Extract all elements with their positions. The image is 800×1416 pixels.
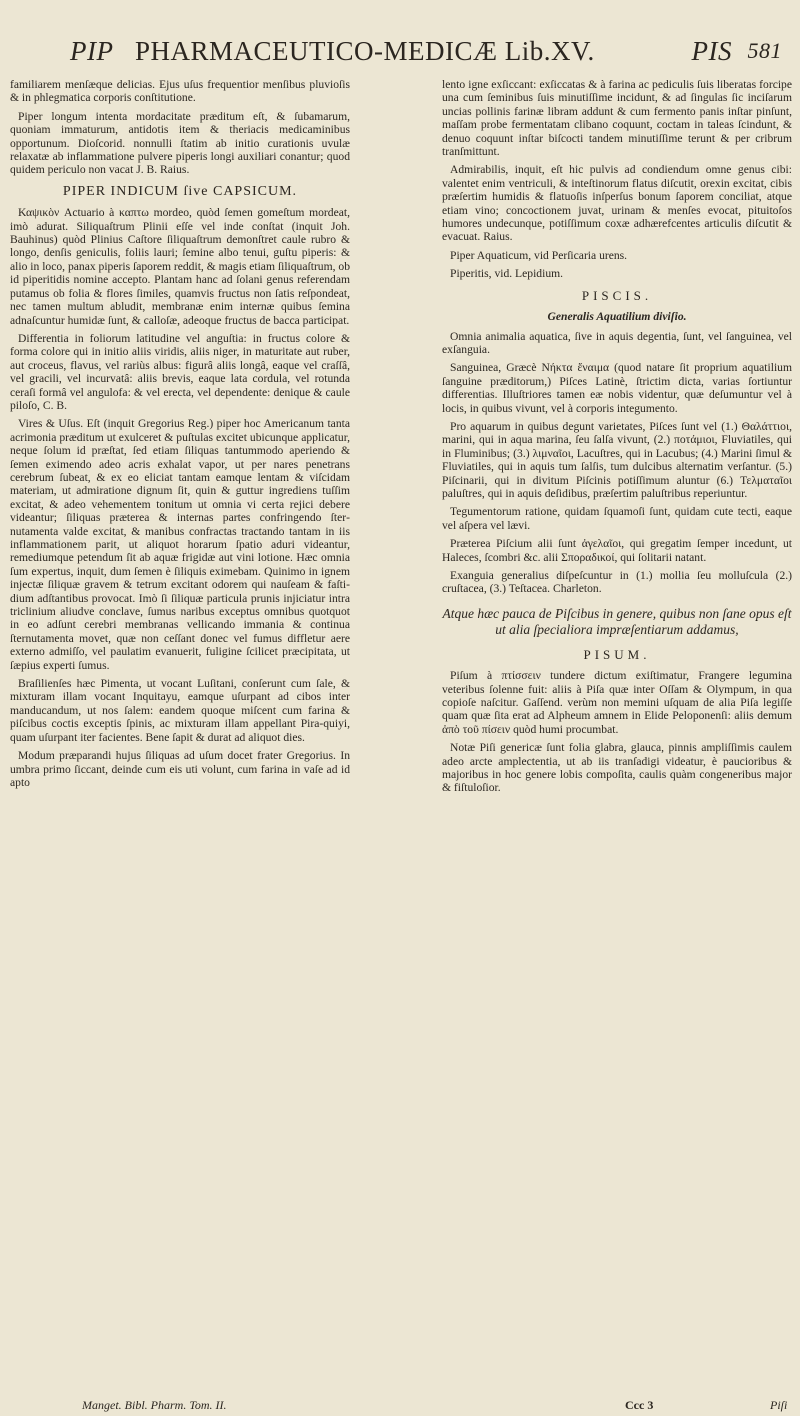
paragraph: Καψικὸν Actuario à καπτω mordeo, quòd ſemen gomeſtum mordeat, imò adurat. Siliquaſtrum Plinii eſſe vel inde conſtat (inquit Joh. Bauhinus) quòd Plinius Caſtore ſiliquaſtrum demonſtret caule rubro & longo, denſis geniculis, foliis lauri; ſemine albo tenui, guſtu piperis: & alio in loco, panax piperis ſaporem reddit, & magis etiam ſiliquaſtrum, ob id piperitidis nomine accepto. Plantam hanc ad ſolani genus referendam putamus ob folia & flores ſimiles, quamvis fructus non ſatis reſpondeat, nec tamen multum abludit, membranæ enim internæ quibus ſemina adnaſcuntur humidæ ſunt, & calloſæ, adeoque fructus de bacca participat. [10,206,351,327]
section-heading-piscis: PISCIS. [581,287,653,303]
cross-reference: Piperitis, vid. Lepidium. [450,267,564,281]
paragraph: Braſilienſes hæc Pimenta, ut vocant Luſitani, conſerunt cum ſale, & mixturam illam vocant Inquitayu, eamque uſurpant ad cibos inter manducandum, ut nos ſalem: eandem quoque miſcent cum farina & piſcibus coctis exceptis ſpinis, ac mixturam illam appellant Pira-quiyi, quam uſurpant iter facientes. Bene ſapit & durat ad aliquot dies. [10,677,350,744]
section-heading-pisum: PISUM. [583,646,651,662]
paragraph: lento igne exſiccant: exſiccatas & à farina ac pediculis ſuis liberatas forcipe una cum ſeminibus ſuis minutiſſime incidunt, & ad ſingulas ſic inciſarum uncias pollinis farinæ libram addunt & cum fermento panis inſtar pinſunt, maſſam probe fermentatam clibano coquunt, coctam in taleas ſcindunt, & denuo coquunt inſtar biſcocti tandem minutiſſime terunt & per cribrum tranſmittunt. [442,78,792,159]
paragraph: Admirabilis, inquit, eſt hic pulvis ad condiendum omne genus cibi: valentet enim ventriculi, & inteſtinorum flatus diſcutit, orexin excitat, cibis præſertim humidis & flatuoſis inſperſus bonum ſaporem conciliat, atque etiam vino; concoctionem juvat, urinam & menſes evocat, pituitoſos humores undecunque, potiſſimum coxæ adhærefcentes articulis diſcutit & evacuat. Raius. [442,163,792,244]
paragraph: Notæ Piſi genericæ ſunt folia glabra, glauca, pinnis ampliſſimis caulem adeo arcte amplectentia, ut ab iis tranſadigi videatur, è paucioribus & majoribus in hoc genere lobis compoſita, caulis quàm congeneribus major & fiſtuloſior. [442,741,792,795]
signature-mark: Ccc 3 [625,1398,654,1412]
paragraph: familiarem menſæque delicias. Ejus uſus frequentior menſibus pluvioſis & in phlegmatica corporis conſtitutione. [10,78,350,105]
paragraph: Exanguia generalius diſpeſcuntur in (1.) mollia ſeu molluſcula (2.) cruſtacea, (3.) Teſtacea. Charleton. [442,569,792,596]
header-left-word: PIP [70,36,114,66]
paragraph: Modum præparandi hujus ſiliquas ad uſum docet frater Gregorius. In umbra primo ſiccant, deinde cum eis uti volunt, cum farina in vaſe ad id apto [10,749,350,789]
header-title: PHARMACEUTICO-MEDICÆ Lib.XV. [135,36,595,66]
paragraph: Differentia in foliorum latitudine vel anguſtia: in fructus colore & forma colore qui in initio aliis viridis, aliis niger, in maturitate aut ruber, aut croceus, flavus, vel rariùs albus: figurâ aliis longâ, eaque vel craſſâ, vel gracili, vel incurvatâ: aliis brevis, eaque lata cordula, vel rotunda ceraſi formâ vel angulofa: & vel erecta, vel dependente: denique & caule piloſo, C. B. [10,331,350,412]
left-column [10,78,350,794]
section-heading-piper-indicum: PIPER INDICUM ſive CAPSICUM. [62,183,298,199]
cross-reference: Piper Aquaticum, vid Perſicaria urens. [450,248,628,262]
paragraph: Piper longum intenta mordacitate præditum eſt, & ſubamarum, quoniam immaturum, antidotis item & theriacis medicaminibus opportunum. Dioſcorid. nonnulli ſtatim ab initio curationis uvulæ relaxatæ ab inflammatione pulvere piperis longi auxiliari conantur; quod quidem periculo non vacat J. B. Raius. [10,109,350,177]
paragraph: Sanguinea, Græcè Νήκτα ἔναιμα (quod natare ſit proprium aquatilium ſanguine præditorum,) Piſces Latinè, ſtrictim dicta, varias ſortiuntur differentias. Illuſtriores tamen eæ nobis videntur, quæ deſumuntur vel à locis, in quibus vivunt, vel à corporis integumento. [442,361,792,415]
closing-note: Atque hæc pauca de Piſcibus in genere, quibus non ſane opus eſt ut alia ſpecialiora impræſentiarum addamus, [442,605,792,637]
subheading: Generalis Aquatilium diviſio. [547,310,687,324]
catchword: Piſi [770,1398,788,1412]
paragraph: Præterea Piſcium alii ſunt ἀγελαῖοι, qui gregatim ſemper incedunt, ut Haleces, ſcombri &c. alii Σποραδικοί, qui ſolitarii natant. [442,537,792,564]
footer-source: Manget. Bibl. Pharm. Tom. II. [82,1398,227,1412]
paragraph: Vires & Uſus. Eſt (inquit Gregorius Reg.) piper hoc Americanum tanta acrimonia præditum ut exulceret & puſtulas excitet ubicunque applicatur, neque ſolum id præſtat, ſed etiam ſiliquas tantummodo aperiendo & ſemen eximendo adeo acris exhalat vapor, ut per nares penetrans cerebrum ſubeat, & ex eo eliciat tantam eamque lentam & viſcidam materiam, ut admiratione dignum ſit, quin & guttur ingrediens tuſſim excitat, & adeo vehementem tonitum ut omnia vi certa rejici debere videantur; ſiliquas præterea & internas partes confringendo ſternutamenta valde excitat, & manibus confractas tractando tantam in iis inflammationem parit, ut aliquot horarum ſpatio aduri videantur, remediumque petendum ſit ab aquæ frigidæ aut vini lotione. Hæc omnia ſum expertus, inquit, dum ſemen è ſiliquis eximebam. Quinimo in ignem injectæ ſiliquæ gravem & tetrum excitant odorem qui nauſeam & faſtidium adſtantibus provocat. Imò ſi ſiliquæ particula prunis injiciatur intra triclinium aliudve conclave, ſumus naribus exceptus omnibus quotquot in eo adſunt cerebri membranas vellicando immania & continua ſternutamenta movet, quæ non ceſſant donec vel fumus diffletur aere externo admiſſo, vel paulatim evanuerit, fuligine ſcilicet præcipitata, ut ſæpius experti ſumus. [10,417,350,672]
right-column [442,78,792,800]
paragraph: Tegumentorum ratione, quidam ſquamoſi ſunt, quidam cute tecti, eaque vel aſpera vel lævi. [442,505,792,532]
paragraph: Piſum à πτίσσειν tundere dictum exiſtimatur, Frangere legumina veteribus ſolenne fuit: aliis à Piſa quæ inter Oſſam & Olympum, in qua copioſe naſcitur. Gaſſend. verùm non memini uſquam de alia Piſa legiſſe quam quæ ſita erat ad Alpheum amnem in Elide Peloponenſi: aliis demum ἀπὸ τοῦ πίσειν quòd humi procumbat. [442,669,792,736]
page-number: 581 [747,38,782,63]
paragraph: Omnia animalia aquatica, ſive in aquis degentia, ſunt, vel ſanguinea, vel exſanguia. [442,329,792,356]
header-right-word: PIS [691,36,732,66]
paragraph: Pro aquarum in quibus degunt varietates, Piſces ſunt vel (1.) Θαλάττιοι, marini, qui in aqua marina, ſeu ſalſa vivunt, (2.) ποτάμιοι, Fluviatiles, qui in Fluminibus; (3.) λιμναῖοι, Lacuſtres, qui in Lacubus; (4.) Marini ſimul & Fluviatiles, qui in aquis tum ſalſis, tum dulcibus alternatim verſantur. (5.) Piſcinarii, qui in divitum Piſcinis potiſſimum aluntur (6.) Τελματαῖοι paluſtres, qui in aquis deſidibus, præſertim paluſtribus reperiuntur. [442,419,792,500]
